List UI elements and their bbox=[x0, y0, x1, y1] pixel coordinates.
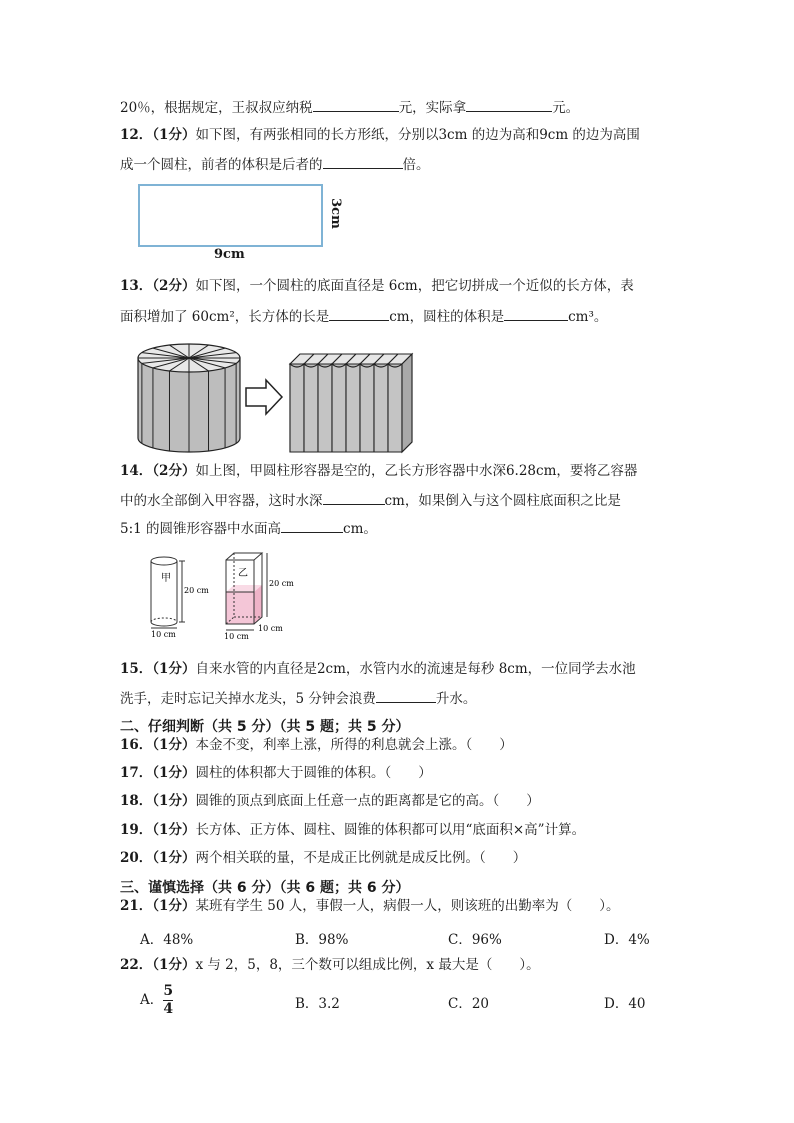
q15-text-2b: 升水。 bbox=[435, 691, 477, 707]
q12-blank[interactable] bbox=[323, 153, 403, 169]
q14-text-2a: 中的水全部倒入甲容器，这时水深 bbox=[120, 493, 323, 509]
q13-line-1 bbox=[120, 276, 634, 296]
q11-blank-1[interactable] bbox=[313, 96, 399, 112]
q13-text-2a: 面积增加了 60cm²，长方体的长是 bbox=[120, 309, 330, 325]
yi-label: 乙 bbox=[238, 568, 248, 579]
q14-blank-1[interactable] bbox=[323, 489, 385, 505]
q21-option-c[interactable]: C．96% bbox=[448, 932, 502, 948]
cuboid-front-slice bbox=[332, 364, 346, 452]
q22-text: x 与 2，5，8，三个数可以组成比例，x 最大是（ ）。 bbox=[195, 957, 540, 973]
fraction-denominator: 4 bbox=[163, 1001, 174, 1017]
q20-text: 两个相关联的量，不是成正比例就是成反比例。（ ） bbox=[195, 850, 527, 866]
q21-number: 21 bbox=[120, 898, 139, 914]
q14-text-3b: cm。 bbox=[343, 521, 377, 537]
q22-option-c[interactable]: C．20 bbox=[448, 996, 490, 1012]
q22-option-a[interactable] bbox=[140, 984, 173, 1017]
q21-option-d[interactable]: D．4% bbox=[604, 932, 650, 948]
q15-text-2a: 洗手，走时忘记关掉水龙头，5 分钟会浪费 bbox=[120, 691, 376, 707]
q14-text-1: 如上图，甲圆柱形容器是空的，乙长方形容器中水深6.28cm，要将乙容器 bbox=[195, 463, 638, 479]
cuboid-front-slice bbox=[360, 364, 374, 452]
q11-blank-2[interactable] bbox=[466, 96, 552, 112]
q18-number: 18 bbox=[120, 793, 139, 809]
q17-number: 17 bbox=[120, 765, 139, 781]
q22-option-b[interactable]: B．3.2 bbox=[295, 996, 340, 1012]
jia-label: 甲 bbox=[161, 573, 171, 584]
q16-score: ．（1分） bbox=[138, 737, 196, 753]
q18-text: 圆锥的顶点到底面上任意一点的距离都是它的高。（ ） bbox=[195, 793, 540, 809]
jia-diameter-label: 10 cm bbox=[151, 630, 176, 639]
q15-number: 15 bbox=[120, 661, 139, 677]
q22-number: 22 bbox=[120, 957, 139, 973]
cuboid-front-slice bbox=[388, 364, 402, 452]
q15-line-1 bbox=[120, 659, 636, 679]
q19-number: 19 bbox=[120, 822, 139, 838]
cuboid-front-slice bbox=[318, 364, 332, 452]
q13-text-1: 如下图，一个圆柱的底面直径是 6cm，把它切拼成一个近似的长方体，表 bbox=[195, 278, 634, 294]
q13-blank-2[interactable] bbox=[504, 305, 568, 321]
q13-text-2c: cm³。 bbox=[568, 309, 608, 325]
q14-text-2b: cm，如果倒入与这个圆柱底面积之比是 bbox=[384, 493, 621, 509]
q22-option-a-prefix: A． bbox=[140, 992, 164, 1008]
q12-line-2 bbox=[120, 153, 430, 175]
q12-rectangle-figure bbox=[138, 184, 348, 266]
q15-blank[interactable] bbox=[376, 687, 436, 703]
q22-option-d[interactable]: D．40 bbox=[604, 996, 646, 1012]
q12-text-1: 如下图，有两张相同的长方形纸，分别以3cm 的边为高和9cm 的边为高围 bbox=[195, 127, 640, 143]
q12-number: 12 bbox=[120, 127, 139, 143]
q17-score: ．（1分） bbox=[138, 765, 196, 781]
q19-text: 长方体、正方体、圆柱、圆锥的体积都可以用“底面积×高”计算。 bbox=[195, 822, 586, 838]
paper-rectangle bbox=[138, 184, 323, 247]
q15-score: ．（1分） bbox=[138, 661, 196, 677]
q13-score: ．（2分） bbox=[138, 278, 196, 294]
q16-text: 本金不变，利率上涨，所得的利息就会上涨。（ ） bbox=[195, 737, 513, 753]
q20-number: 20 bbox=[120, 850, 139, 866]
q13-blank-1[interactable] bbox=[329, 305, 389, 321]
q20-score: ．（1分） bbox=[138, 850, 196, 866]
q22-score: ．（1分） bbox=[138, 957, 196, 973]
q12-score: ．（1分） bbox=[138, 127, 196, 143]
judge-item bbox=[120, 735, 513, 755]
q13-line-2 bbox=[120, 305, 607, 327]
fraction bbox=[163, 984, 173, 1017]
q22-line bbox=[120, 955, 540, 975]
q16-number: 16 bbox=[120, 737, 139, 753]
q12-text-2a: 成一个圆柱，前者的体积是后者的 bbox=[120, 157, 323, 173]
cuboid-front-slice bbox=[290, 364, 304, 452]
q11-line bbox=[120, 96, 579, 118]
fraction-numerator: 5 bbox=[163, 983, 174, 999]
q14-score: ．（2分） bbox=[138, 463, 196, 479]
yi-depth-label: 10 cm bbox=[258, 624, 283, 633]
q21-line bbox=[120, 896, 619, 916]
q19-score: ．（1分） bbox=[138, 822, 196, 838]
q14-text-3a: 5:1 的圆锥形容器中水面高 bbox=[120, 521, 282, 537]
q13-number: 13 bbox=[120, 278, 139, 294]
judge-item bbox=[120, 763, 432, 783]
width-label: 9cm bbox=[214, 247, 245, 262]
section-2-heading: 二、仔细判断（共 5 分）（共 5 题；共 5 分） bbox=[120, 719, 410, 735]
q17-text: 圆柱的体积都大于圆锥的体积。（ ） bbox=[195, 765, 432, 781]
q14-blank-2[interactable] bbox=[281, 517, 343, 533]
arrow-right-icon bbox=[246, 380, 282, 414]
judge-item bbox=[120, 848, 526, 868]
q14-number: 14 bbox=[120, 463, 139, 479]
q21-score: ．（1分） bbox=[138, 898, 196, 914]
q11-text-b: 元，实际拿 bbox=[398, 100, 467, 116]
yi-width-label: 10 cm bbox=[224, 632, 249, 641]
q11-text-c: 元。 bbox=[552, 100, 580, 116]
yi-height-label: 20 cm bbox=[269, 579, 294, 588]
cuboid-front-slice bbox=[304, 364, 318, 452]
q11-text-a: 20％，根据规定，王叔叔应纳税 bbox=[120, 100, 313, 116]
containers-figure bbox=[144, 548, 304, 643]
q21-text: 某班有学生 50 人，事假一人，病假一人，则该班的出勤率为（ ）。 bbox=[195, 898, 620, 914]
q14-line-3 bbox=[120, 517, 377, 539]
q12-text-2b: 倍。 bbox=[402, 157, 430, 173]
q15-text-1: 自来水管的内直径是2cm，水管内水的流速是每秒 8cm，一位同学去水池 bbox=[195, 661, 636, 677]
q21-option-a[interactable]: A．48% bbox=[140, 932, 194, 948]
cuboid-front-slice bbox=[346, 364, 360, 452]
q13-text-2b: cm，圆柱的体积是 bbox=[389, 309, 505, 325]
q14-line-2 bbox=[120, 489, 621, 511]
cuboid-side bbox=[402, 354, 412, 452]
section-3-heading: 三、谨慎选择（共 6 分）（共 6 题；共 6 分） bbox=[120, 880, 410, 896]
cylinder-to-cuboid-figure bbox=[134, 330, 434, 455]
q21-option-b[interactable]: B．98% bbox=[295, 932, 349, 948]
judge-item bbox=[120, 820, 585, 840]
q15-line-2 bbox=[120, 687, 476, 709]
jia-height-label: 20 cm bbox=[184, 586, 209, 595]
cuboid-front-slice bbox=[374, 364, 388, 452]
q14-line-1 bbox=[120, 461, 637, 481]
judge-item bbox=[120, 791, 540, 811]
q18-score: ．（1分） bbox=[138, 793, 196, 809]
height-label: 3cm bbox=[327, 198, 343, 229]
q12-line-1 bbox=[120, 125, 640, 145]
